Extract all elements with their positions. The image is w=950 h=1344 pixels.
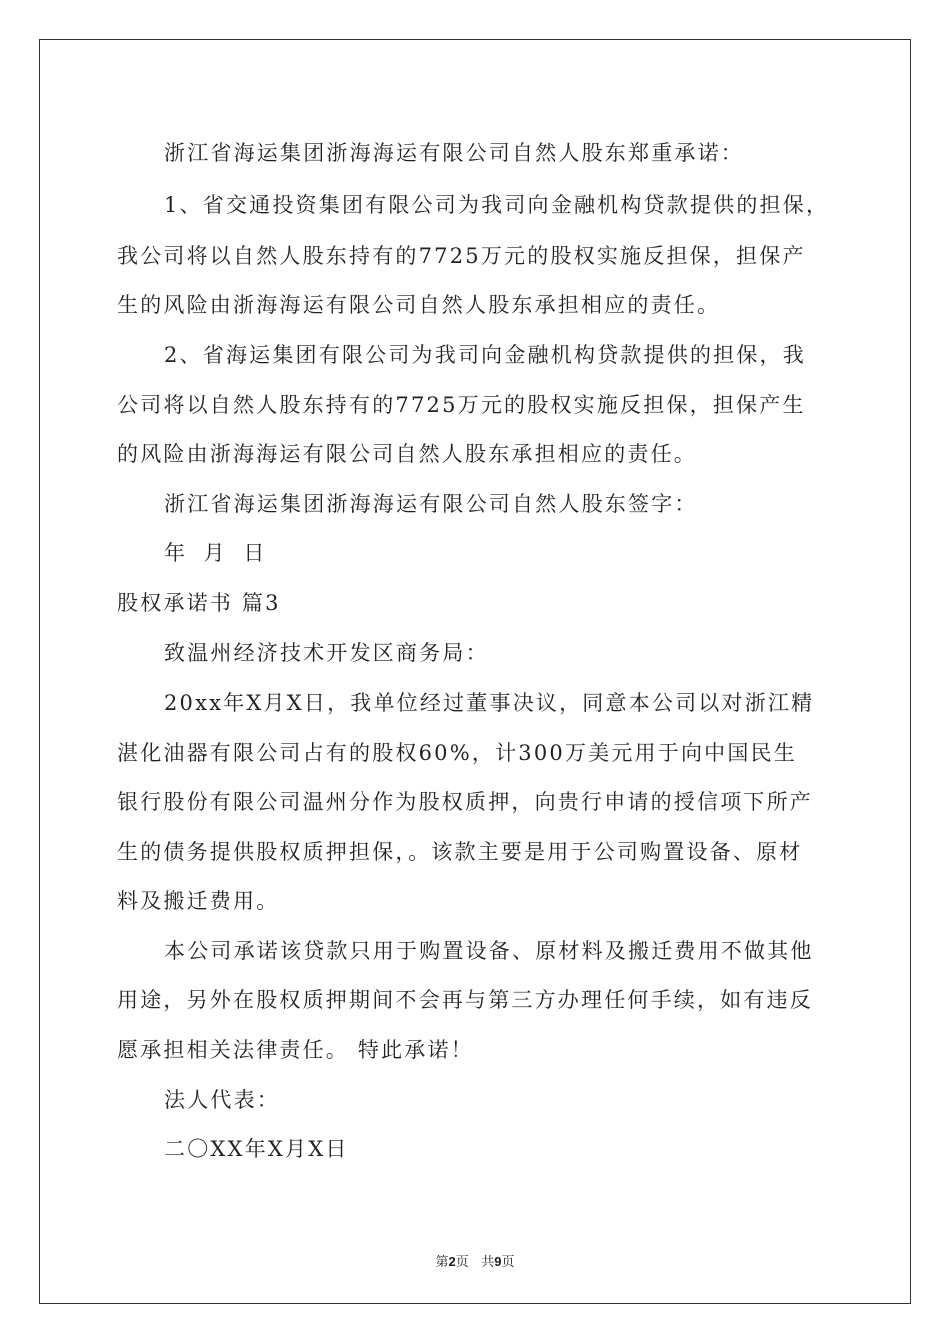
text-line: 银行股份有限公司温州分作为股权质押，向贵行申请的授信项下所产 — [117, 790, 813, 814]
current-page-number: 2 — [448, 1254, 456, 1269]
text-line: 愿承担相关法律责任。 特此承诺！ — [117, 1038, 474, 1062]
text-line: 本公司承诺该贷款只用于购置设备、原材料及搬迁费用不做其他 — [164, 939, 814, 963]
text-line: 20xx年X月X日，我单位经过董事决议，同意本公司以对浙江精 — [164, 691, 815, 715]
text-line: 用途，另外在股权质押期间不会再与第三方办理任何手续，如有违反 — [117, 988, 813, 1012]
date-line: 二〇XX年X月X日 — [164, 1137, 349, 1161]
signature-label: 浙江省海运集团浙海海运有限公司自然人股东签字： — [164, 492, 698, 516]
footer-prefix: 第 — [435, 1255, 449, 1270]
text-line: 生的债务提供股权质押担保，。该款主要是用于公司购置设备、原材 — [117, 840, 803, 864]
page-footer — [0, 1251, 950, 1270]
legal-representative-label: 法人代表： — [164, 1088, 280, 1112]
total-pages-number: 9 — [494, 1254, 502, 1269]
text-line: 料及搬迁费用。 — [117, 889, 280, 913]
text-line: 致温州经济技术开发区商务局： — [164, 641, 489, 665]
date-line: 年 月 日 — [164, 541, 271, 565]
text-line: 浙江省海运集团浙海海运有限公司自然人股东郑重承诺： — [164, 141, 744, 165]
text-line: 2、省海运集团有限公司为我司向金融机构贷款提供的担保，我 — [164, 343, 806, 367]
text-line: 我公司将以自然人股东持有的7725万元的股权实施反担保，担保产 — [117, 244, 806, 268]
section-heading: 股权承诺书 篇3 — [117, 591, 281, 615]
footer-total-prefix: 共 — [481, 1255, 495, 1270]
footer-total-suffix: 页 — [501, 1255, 515, 1270]
text-line: 生的风险由浙海海运有限公司自然人股东承担相应的责任。 — [117, 293, 721, 317]
page-border — [39, 39, 911, 1304]
text-line: 公司将以自然人股东持有的7725万元的股权实施反担保，担保产生 — [117, 393, 806, 417]
footer-page-suffix: 页 — [455, 1255, 469, 1270]
text-line: 1、省交通投资集团有限公司为我司向金融机构贷款提供的担保， — [164, 193, 830, 217]
text-line: 的风险由浙海海运有限公司自然人股东承担相应的责任。 — [117, 442, 697, 466]
text-line: 湛化油器有限公司占有的股权60%，计300万美元用于向中国民生 — [117, 741, 797, 765]
